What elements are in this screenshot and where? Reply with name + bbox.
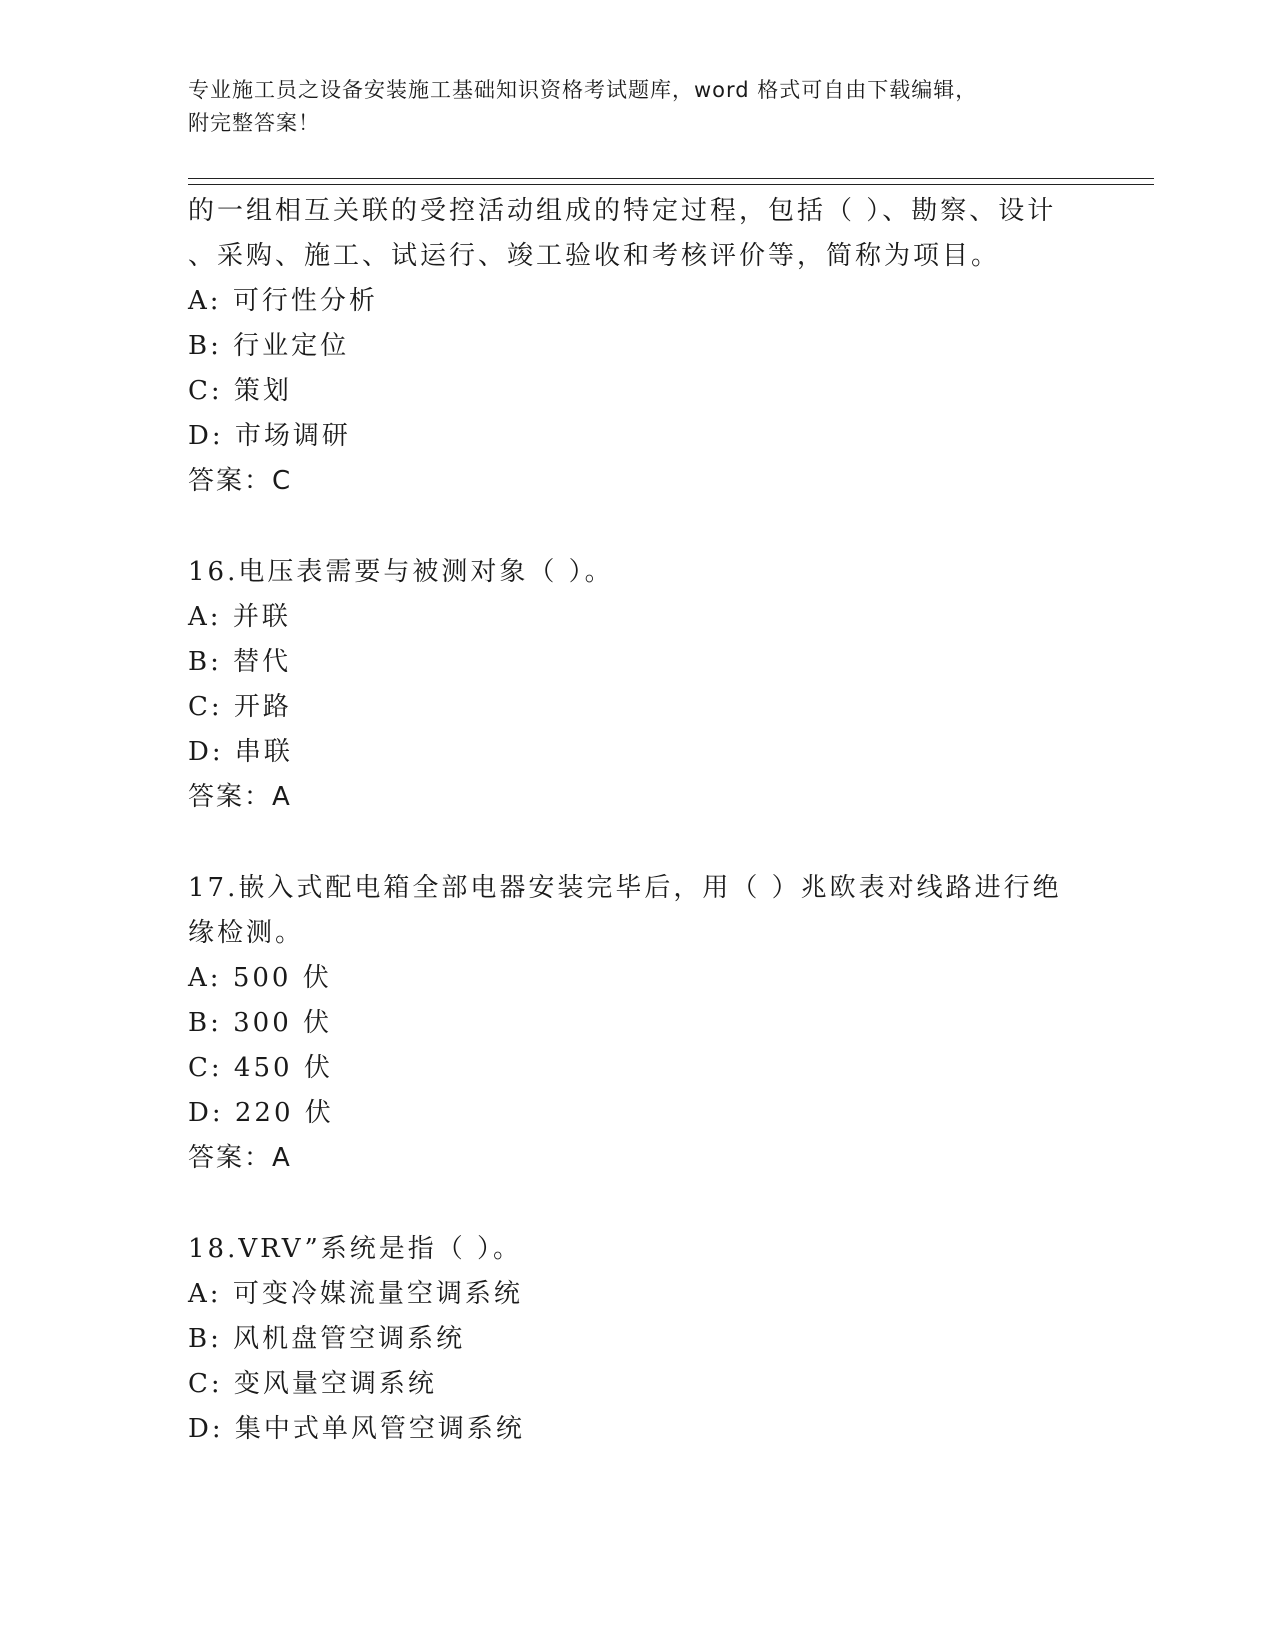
option-c xyxy=(188,1046,1148,1091)
option-letter: C: xyxy=(188,1369,223,1399)
option-letter: A: xyxy=(188,963,222,993)
option-text: 策划 xyxy=(233,376,292,406)
option-letter: D: xyxy=(188,421,224,451)
answer-line: 答案：A xyxy=(188,782,292,812)
option-d xyxy=(188,1407,1148,1452)
option-b xyxy=(188,1317,1148,1362)
option-a xyxy=(188,279,1148,324)
option-text: 风机盘管空调系统 xyxy=(233,1324,466,1354)
question-list xyxy=(188,189,1148,1498)
option-text: 450 伏 xyxy=(233,1053,333,1083)
option-a xyxy=(188,1272,1148,1317)
header-line-1: 专业施工员之设备安装施工基础知识资格考试题库，word 格式可自由下载编辑， xyxy=(188,78,978,102)
header-line-2: 附完整答案！ xyxy=(188,111,320,135)
question-block xyxy=(188,1227,1148,1452)
option-text: 替代 xyxy=(233,647,292,677)
question-block xyxy=(188,866,1148,1181)
answer-line: 答案：A xyxy=(188,1143,292,1173)
option-text: 行业定位 xyxy=(233,331,350,361)
option-b xyxy=(188,324,1148,369)
option-a xyxy=(188,595,1148,640)
option-letter: D: xyxy=(188,737,224,767)
question-text-line: 的一组相互关联的受控活动组成的特定过程，包括（ ）、勘察、设计 xyxy=(188,196,1057,226)
option-text: 变风量空调系统 xyxy=(233,1369,437,1399)
question-text-line: 18.VRV”系统是指（ ）。 xyxy=(188,1234,523,1264)
option-b xyxy=(188,640,1148,685)
question-text-line: 、采购、施工、试运行、竣工验收和考核评价等，简称为项目。 xyxy=(188,241,1001,271)
option-text: 可变冷媒流量空调系统 xyxy=(232,1279,523,1309)
option-d xyxy=(188,1091,1148,1136)
option-text: 串联 xyxy=(234,737,293,767)
option-letter: D: xyxy=(188,1098,224,1128)
document-header xyxy=(188,74,1108,140)
option-letter: B: xyxy=(188,647,222,677)
question-text-line: 缘检测。 xyxy=(188,918,305,948)
option-text: 220 伏 xyxy=(234,1098,334,1128)
option-b xyxy=(188,1001,1148,1046)
question-text-line: 16.电压表需要与被测对象（ ）。 xyxy=(188,557,614,587)
option-c xyxy=(188,369,1148,414)
option-text: 并联 xyxy=(232,602,291,632)
option-text: 市场调研 xyxy=(234,421,351,451)
option-letter: A: xyxy=(188,602,222,632)
option-letter: A: xyxy=(188,286,222,316)
option-text: 可行性分析 xyxy=(232,286,378,316)
option-letter: B: xyxy=(188,1324,222,1354)
option-c xyxy=(188,685,1148,730)
option-letter: A: xyxy=(188,1279,222,1309)
option-letter: B: xyxy=(188,1008,222,1038)
answer-line: 答案：C xyxy=(188,466,293,496)
option-c xyxy=(188,1362,1148,1407)
option-letter: C: xyxy=(188,692,223,722)
question-text-line: 17.嵌入式配电箱全部电器安装完毕后，用（ ）兆欧表对线路进行绝 xyxy=(188,873,1062,903)
header-divider-bottom xyxy=(188,184,1154,185)
option-letter: D: xyxy=(188,1414,224,1444)
option-text: 300 伏 xyxy=(233,1008,333,1038)
header-divider-top xyxy=(188,178,1154,179)
option-letter: B: xyxy=(188,331,222,361)
option-text: 开路 xyxy=(233,692,292,722)
option-text: 500 伏 xyxy=(232,963,332,993)
option-d xyxy=(188,414,1148,459)
option-letter: C: xyxy=(188,376,223,406)
option-letter: C: xyxy=(188,1053,223,1083)
question-block xyxy=(188,550,1148,820)
option-a xyxy=(188,956,1148,1001)
option-text: 集中式单风管空调系统 xyxy=(234,1414,525,1444)
option-d xyxy=(188,730,1148,775)
question-block xyxy=(188,189,1148,504)
